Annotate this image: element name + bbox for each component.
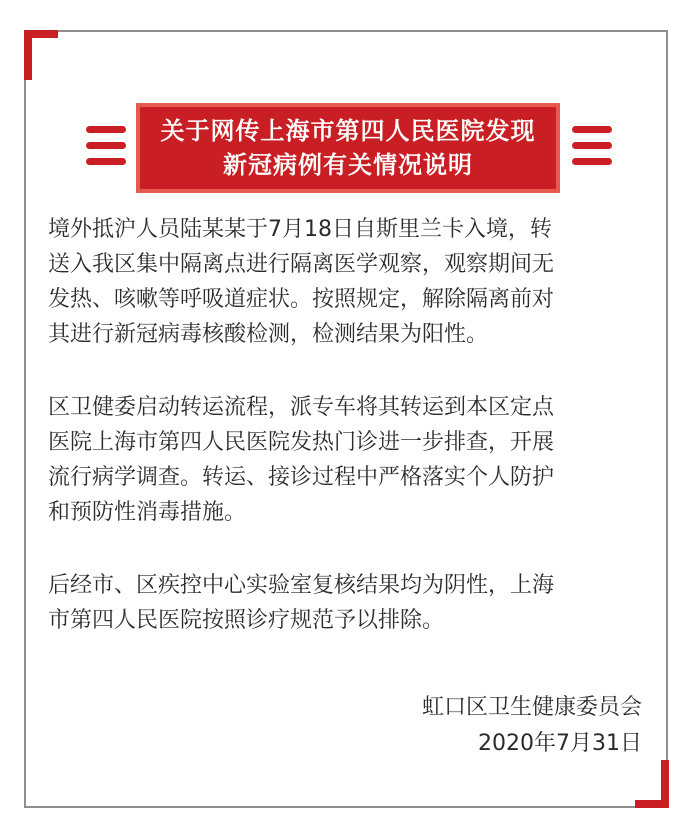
paragraph-line: 流行病学调查。转运、接诊过程中严格落实个人防护	[48, 465, 555, 490]
corner-accent-top-left-vertical	[24, 30, 32, 80]
paragraph-line: 送入我区集中隔离点进行隔离医学观察，观察期间无	[48, 252, 555, 277]
issuing-organization: 虹口区卫生健康委员会	[421, 695, 642, 720]
decorative-lines-right-icon	[572, 126, 612, 168]
paragraph-line: 区卫健委启动转运流程，派专车将其转运到本区定点	[48, 395, 555, 420]
paragraph-line: 发热、咳嗽等呼吸道症状。按照规定，解除隔离前对	[48, 287, 555, 312]
paragraph-line: 境外抵沪人员陆某某于7月18日自斯里兰卡入境，转	[48, 217, 552, 242]
issue-date: 2020年7月31日	[478, 731, 642, 756]
decorative-bar	[86, 142, 126, 149]
statement-body	[48, 212, 648, 676]
paragraph-3	[48, 568, 648, 638]
title-banner	[0, 103, 700, 193]
signature-block	[422, 690, 642, 762]
title-line-1: 关于网传上海市第四人民医院发现	[160, 117, 536, 145]
decorative-bar	[572, 126, 612, 133]
decorative-bar	[86, 158, 126, 165]
decorative-bar	[572, 158, 612, 165]
decorative-bar	[86, 126, 126, 133]
paragraph-line: 后经市、区疾控中心实验室复核结果均为阴性，上海	[48, 573, 555, 598]
paragraph-line: 市第四人民医院按照诊疗规范予以排除。	[48, 608, 445, 633]
paragraph-line: 和预防性消毒措施。	[48, 500, 247, 525]
paragraph-line: 其进行新冠病毒核酸检测，检测结果为阳性。	[48, 322, 489, 347]
title-box	[136, 103, 560, 193]
decorative-bar	[572, 142, 612, 149]
corner-accent-bottom-right-vertical	[661, 760, 669, 808]
title-line-2: 新冠病例有关情况说明	[223, 151, 473, 179]
paragraph-line: 医院上海市第四人民医院发热门诊进一步排查，开展	[48, 430, 555, 455]
paragraph-2	[48, 390, 648, 530]
decorative-lines-left-icon	[86, 126, 126, 168]
paragraph-1	[48, 212, 648, 352]
